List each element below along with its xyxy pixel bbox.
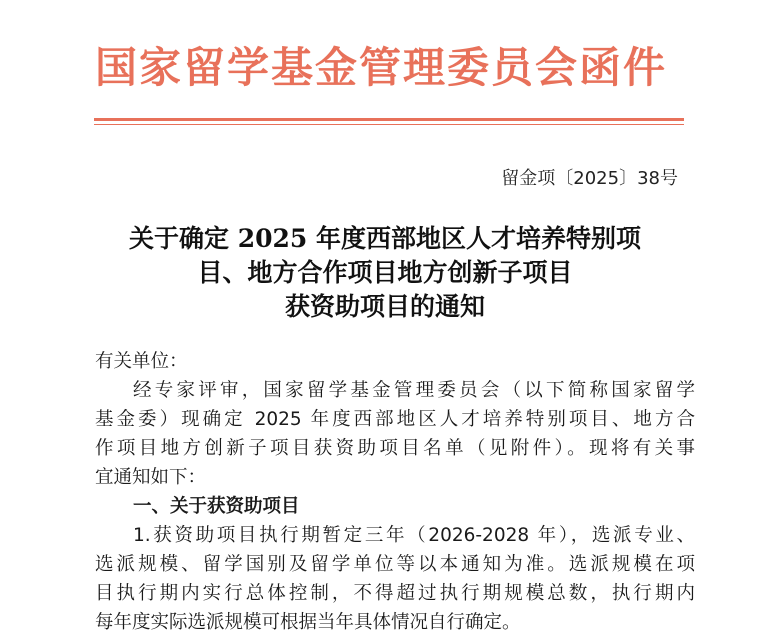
document-title-line: 目、地方合作项目地方创新子项目 [197,258,573,287]
document-number: 留金项〔2025〕38号 [501,168,678,189]
paragraph-line: 基金委）现确定 2025 年度西部地区人才培养特别项目、地方合 [95,409,695,430]
paragraph-line: 选派规模、留学国别及留学单位等以本通知为准。选派规模在项 [95,554,695,575]
paragraph-line: 每年度实际选派规模可根据当年具体情况自行确定。 [95,612,521,633]
document-title-line: 关于确定 2025 年度西部地区人才培养特别项 [129,224,641,253]
paragraph-line: 宜通知如下： [95,467,207,488]
document-title-line: 获资助项目的通知 [284,292,485,321]
letterhead-rule-thick [94,118,684,121]
paragraph-line: 作项目地方创新子项目获资助项目名单（见附件）。现将有关事 [95,438,695,459]
section-paragraph [95,521,695,637]
paragraph-line: 目执行期内实行总体控制，不得超过执行期规模总数，执行期内 [95,583,695,604]
recipient-salutation: 有关单位： [95,351,188,372]
paragraph-line: 经专家评审，国家留学基金管理委员会（以下简称国家留学 [133,380,695,401]
intro-paragraph [95,376,695,492]
letterhead-title: 国家留学基金管理委员会函件 [94,43,667,92]
document-title [90,222,680,324]
paragraph-line: 1.获资助项目执行期暂定三年（2026-2028 年），选派专业、 [133,525,695,546]
letterhead-rule-thin [94,124,684,125]
section-heading: 一、关于获资助项目 [133,496,300,517]
